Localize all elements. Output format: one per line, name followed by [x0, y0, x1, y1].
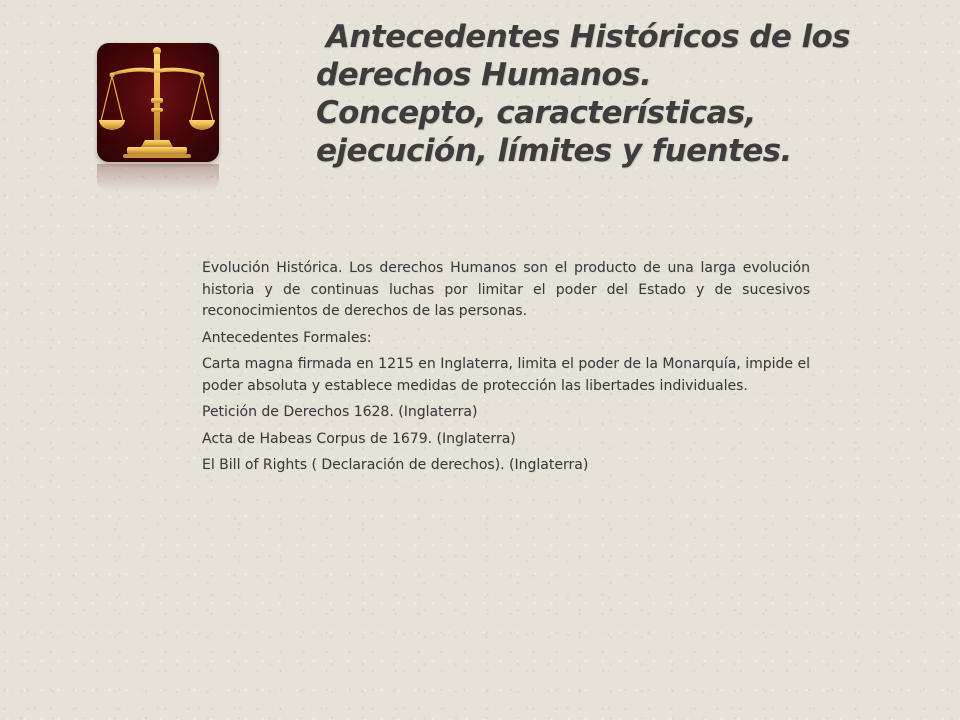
title-line: Antecedentes Históricos de los — [326, 19, 851, 55]
logo-reflection — [97, 164, 219, 192]
petition-of-right-item: Petición de Derechos 1628. (Inglaterra) — [202, 404, 478, 420]
title-line: ejecución, límites y fuentes. — [316, 133, 792, 169]
magna-carta-paragraph: Carta magna firmada en 1215 en Inglaterra, limita el poder de la Monarquía, impide el poder absoluta y establece medidas de protección las libertades individuales. — [202, 356, 810, 394]
formal-antecedents-heading: Antecedentes Formales: — [202, 329, 372, 346]
slide-body — [202, 258, 810, 482]
habeas-corpus-item: Acta de Habeas Corpus de 1679. (Inglaterra) — [202, 430, 516, 447]
bill-of-rights-item: El Bill of Rights ( Declaración de derechos). (Inglaterra) — [202, 457, 589, 473]
title-line: derechos Humanos. — [316, 57, 652, 93]
scales-of-justice-logo — [97, 43, 219, 162]
title-line: Concepto, características, — [316, 95, 756, 131]
historical-evolution-paragraph: Evolución Histórica. Los derechos Humanos son el producto de una larga evolución historia y de continuas luchas por limitar el poder del Estado y de sucesivos reconocimientos de derechos de las personas. — [202, 260, 810, 319]
scales-of-justice-icon — [97, 43, 219, 162]
page-title — [316, 18, 876, 170]
